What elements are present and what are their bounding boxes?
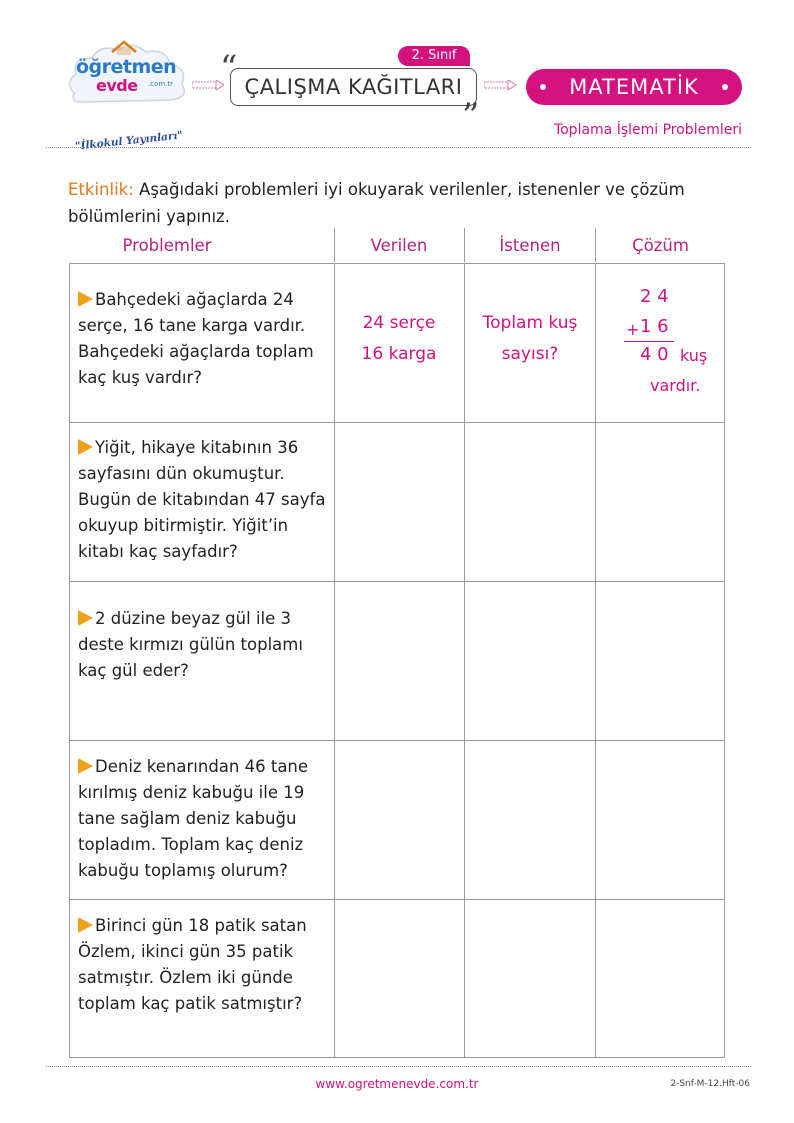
problem-text: Birinci gün 18 patik satan Özlem, ikinci gün 35 patik satmıştır. Özlem iki günde toplam kaç patik satmıştır? xyxy=(78,916,307,1013)
table-column-line xyxy=(464,263,465,1058)
table-row-line xyxy=(69,899,725,900)
example-given: 24 serçe 16 karga xyxy=(361,313,437,364)
problem-text: Deniz kenarından 46 tane kırılmış deniz kabuğu ile 19 tane sağlam deniz kabuğu topladım. Toplam kaç deniz kabuğu toplamış olurum? xyxy=(78,757,309,880)
table-row-line xyxy=(69,422,725,423)
bullet-triangle-icon xyxy=(78,758,93,774)
sum-unit: kuş xyxy=(680,346,708,365)
table-row-line xyxy=(69,740,725,741)
sum-result: 4 0 xyxy=(640,344,669,365)
quote-close: ” xyxy=(462,96,480,136)
table-column-line xyxy=(334,263,335,1058)
logo-tagline: "İlkokul Yayınları" xyxy=(74,129,184,153)
logo-wordmark-sub: evde xyxy=(96,76,138,95)
example-solution xyxy=(596,282,725,412)
subject-label: MATEMATİK xyxy=(569,75,699,99)
divider xyxy=(46,147,751,148)
column-header-given: Verilen xyxy=(370,236,428,255)
publisher-logo xyxy=(62,38,192,153)
table-row-line xyxy=(69,581,725,582)
column-header-problems: Problemler xyxy=(122,236,212,255)
column-separator xyxy=(464,228,465,262)
column-separator xyxy=(595,228,596,262)
worksheet-title: ÇALIŞMA KAĞITLARI xyxy=(244,75,463,99)
sum-line xyxy=(624,341,674,342)
problem-text: Bahçedeki ağaçlarda 24 serçe, 16 tane karga vardır. Bahçedeki ağaçlarda toplam kaç kuş vardır? xyxy=(78,290,314,387)
instruction xyxy=(68,176,728,230)
bullet-triangle-icon xyxy=(78,610,93,626)
column-header-solution: Çözüm xyxy=(632,236,689,255)
footer-url: www.ogretmenevde.com.tr xyxy=(315,1077,479,1091)
arrow-right-icon xyxy=(484,80,516,90)
addend-top: 2 4 xyxy=(640,286,669,307)
plus-sign: + xyxy=(626,320,640,339)
bullet-triangle-icon xyxy=(78,291,93,307)
instruction-text: Aşağıdaki problemleri iyi okuyarak verilenler, istenenler ve çözüm bölümlerini yapınız. xyxy=(68,180,685,226)
logo-wordmark: öğretmen xyxy=(76,56,177,78)
grade-badge: 2. Sınıf xyxy=(398,46,470,66)
addend-bottom: 1 6 xyxy=(640,316,669,337)
problem-text: Yiğit, hikaye kitabının 36 sayfasını dün okumuştur. Bugün de kitabından 47 sayfa okuyup bitirmiştir. Yiğit’in kitabı kaç sayfadır? xyxy=(78,438,326,561)
logo-tld: .com.tr xyxy=(148,80,174,88)
topic-label: Toplama İşlemi Problemleri xyxy=(553,122,742,138)
dot-icon xyxy=(540,84,546,90)
instruction-label: Etkinlik: xyxy=(68,180,134,199)
column-header-wanted: İstenen xyxy=(499,236,561,255)
divider xyxy=(46,1066,751,1067)
dot-icon xyxy=(722,84,728,90)
quote-open: “ xyxy=(220,48,238,88)
example-wanted: Toplam kuş sayısı? xyxy=(482,313,578,364)
problem-text: 2 düzine beyaz gül ile 3 deste kırmızı gülün toplamı kaç gül eder? xyxy=(78,609,303,680)
sum-tail: vardır. xyxy=(650,376,701,395)
column-separator xyxy=(334,228,335,262)
worksheet-title-box xyxy=(230,68,477,106)
subject-badge xyxy=(526,69,742,105)
bullet-triangle-icon xyxy=(78,917,93,933)
footer-code: 2-Snf-M-12.Hft-06 xyxy=(670,1079,750,1089)
bullet-triangle-icon xyxy=(78,439,93,455)
